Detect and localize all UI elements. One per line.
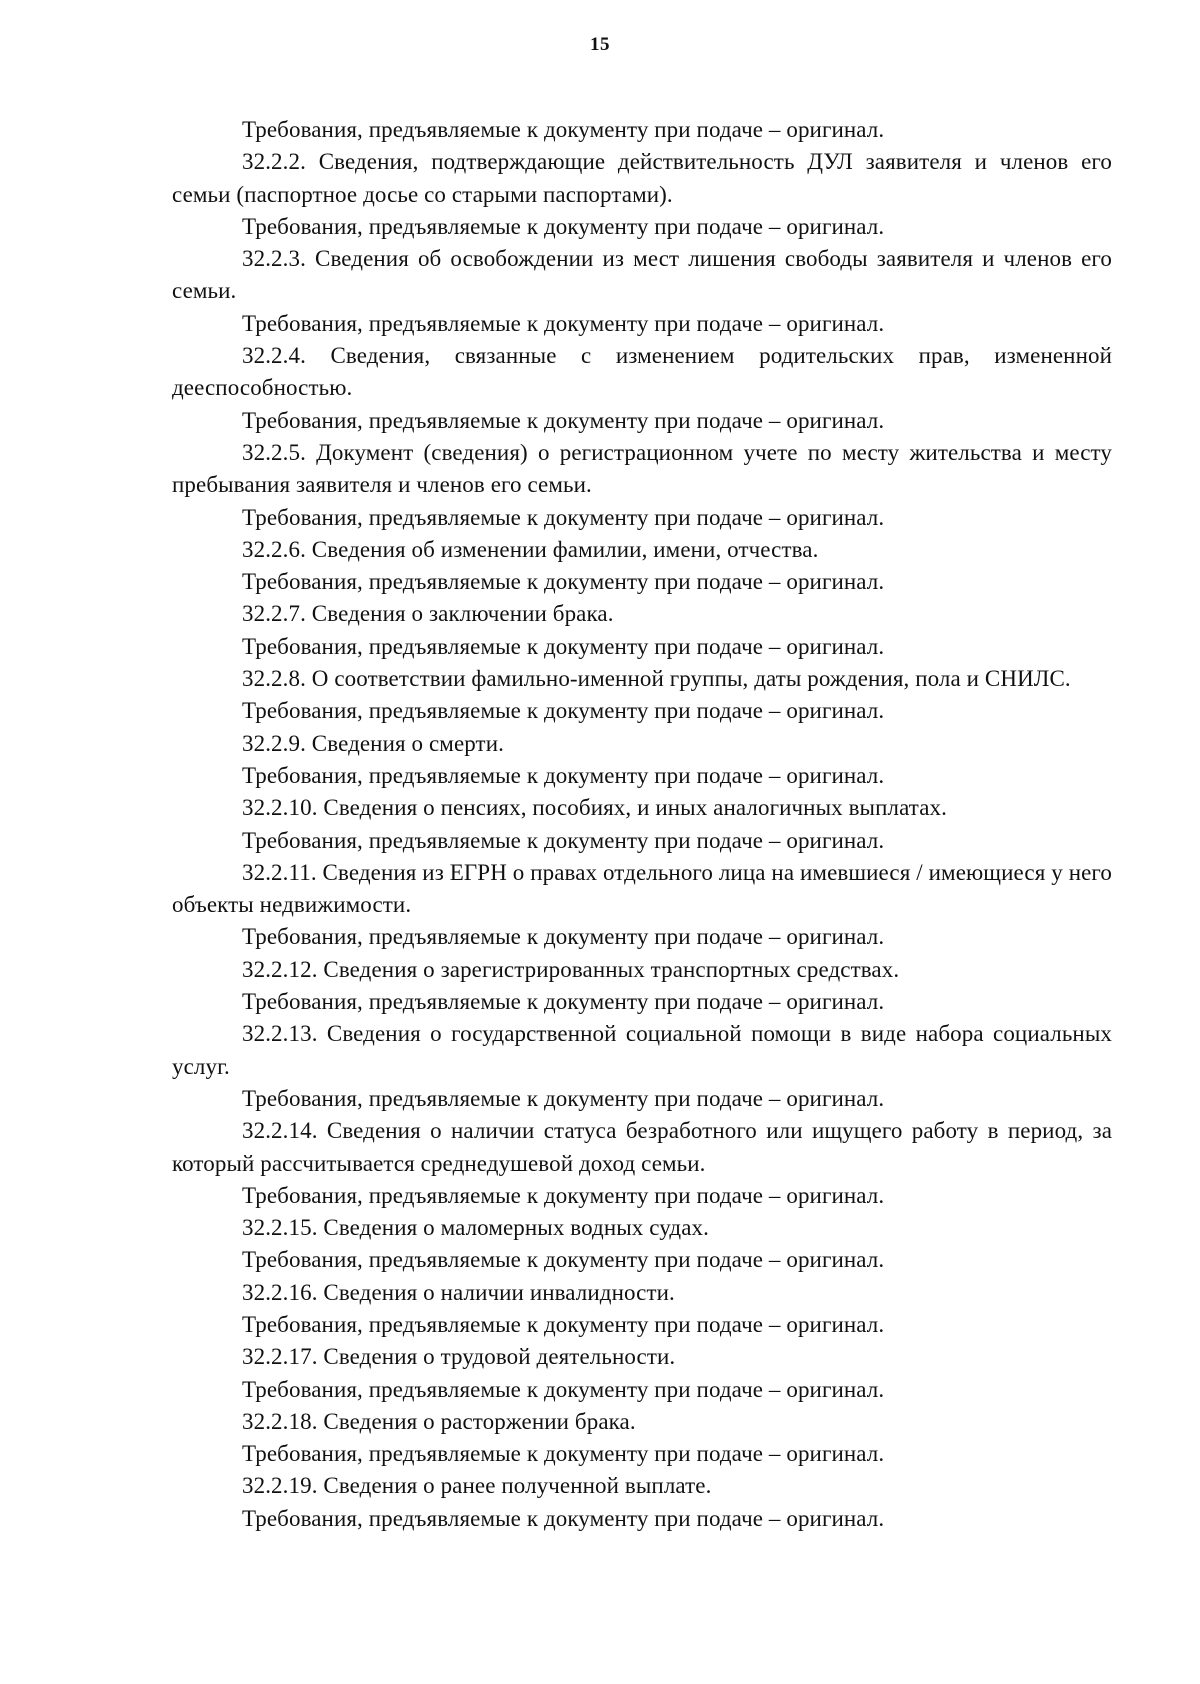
item-32-2-7: 32.2.7. Сведения о заключении брака. [242,601,614,627]
item-32-2-16: 32.2.16. Сведения о наличии инвалидности. [242,1279,675,1305]
item-32-2-6: 32.2.6. Сведения об изменении фамилии, имени, отчества. [242,536,819,562]
requirements-paragraph: Требования, предъявляемые к документу при подаче – оригинал. [242,1182,885,1208]
item-32-2-5: 32.2.5. Документ (сведения) о регистрационном учете по месту жительства и месту пребывания заявителя и членов его семьи. [172,439,1112,498]
requirements-paragraph: Требования, предъявляемые к документу при подаче – оригинал. [242,698,885,724]
item-32-2-10: 32.2.10. Сведения о пенсиях, пособиях, и иных аналогичных выплатах. [242,795,947,821]
requirements-paragraph: Требования, предъявляемые к документу при подаче – оригинал. [242,407,885,433]
item-32-2-13: 32.2.13. Сведения о государственной социальной помощи в виде набора социальных услуг. [172,1021,1112,1079]
requirements-paragraph: Требования, предъявляемые к документу при подаче – оригинал. [242,1247,885,1273]
item-32-2-3: 32.2.3. Сведения об освобождении из мест лишения свободы заявителя и членов его семьи. [172,246,1112,304]
item-32-2-15: 32.2.15. Сведения о маломерных водных судах. [242,1215,709,1241]
requirements-paragraph: Требования, предъявляемые к документу при подаче – оригинал. [242,989,885,1015]
item-32-2-12: 32.2.12. Сведения о зарегистрированных транспортных средствах. [242,956,900,982]
item-32-2-4: 32.2.4. Сведения, связанные с изменением родительских прав, измененной дееспособностью. [172,343,1112,401]
item-32-2-11: 32.2.11. Сведения из ЕГРН о правах отдельного лица на имевшиеся / имеющиеся у него объекты недвижимости. [172,859,1112,918]
item-32-2-2: 32.2.2. Сведения, подтверждающие действительность ДУЛ заявителя и членов его семьи (паспортное досье со старыми паспортами). [172,149,1112,207]
requirements-paragraph: Требования, предъявляемые к документу при подаче – оригинал. [242,1311,885,1337]
item-32-2-19: 32.2.19. Сведения о ранее полученной выплате. [242,1473,712,1499]
requirements-paragraph: Требования, предъявляемые к документу при подаче – оригинал. [242,1441,885,1467]
item-32-2-14: 32.2.14. Сведения о наличии статуса безработного или ищущего работу в период, за который рассчитывается среднедушевой доход семьи. [172,1118,1112,1176]
item-32-2-9: 32.2.9. Сведения о смерти. [242,730,504,756]
item-32-2-8: 32.2.8. О соответствии фамильно-именной группы, даты рождения, пола и СНИЛС. [242,666,1071,692]
item-32-2-17: 32.2.17. Сведения о трудовой деятельности. [242,1344,676,1370]
requirements-paragraph: Требования, предъявляемые к документу при подаче – оригинал. [242,569,885,595]
item-32-2-18: 32.2.18. Сведения о расторжении брака. [242,1408,636,1434]
requirements-paragraph: Требования, предъявляемые к документу при подаче – оригинал. [242,310,885,336]
requirements-paragraph: Требования, предъявляемые к документу при подаче – оригинал. [242,1085,885,1111]
requirements-paragraph: Требования, предъявляемые к документу при подаче – оригинал. [242,924,885,950]
requirements-paragraph: Требования, предъявляемые к документу при подаче – оригинал. [242,827,885,853]
requirements-paragraph: Требования, предъявляемые к документу при подаче – оригинал. [242,117,885,142]
requirements-paragraph: Требования, предъявляемые к документу при подаче – оригинал. [242,762,885,788]
document-body [172,114,1112,1535]
requirements-paragraph: Требования, предъявляемые к документу при подаче – оригинал. [242,633,885,659]
requirements-paragraph: Требования, предъявляемые к документу при подаче – оригинал. [242,504,885,530]
page-number: 15 [590,34,610,55]
requirements-paragraph: Требования, предъявляемые к документу при подаче – оригинал. [242,1376,885,1402]
requirements-paragraph: Требования, предъявляемые к документу при подаче – оригинал. [242,1505,885,1531]
requirements-paragraph: Требования, предъявляемые к документу при подаче – оригинал. [242,213,885,239]
